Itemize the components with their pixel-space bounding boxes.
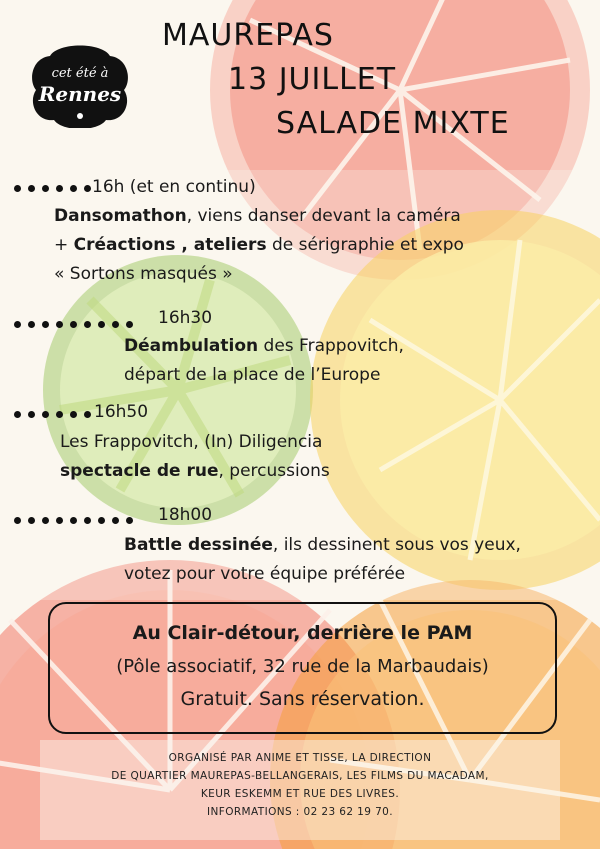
event-description: spectacle de rue, percussions bbox=[60, 461, 330, 481]
venue-name: Au Clair-détour, derrière le PAM bbox=[132, 622, 473, 644]
festival-logo bbox=[28, 44, 132, 128]
event-description: « Sortons masqués » bbox=[54, 264, 233, 284]
timeline-dots bbox=[14, 182, 91, 194]
timeline-dots bbox=[14, 318, 133, 330]
venue-info-box bbox=[48, 602, 557, 734]
admission-note: Gratuit. Sans réservation. bbox=[180, 688, 425, 710]
event-time: 16h30 bbox=[158, 308, 213, 328]
event-description: Déambulation des Frappovitch, bbox=[124, 336, 404, 356]
contact-info: INFORMATIONS : 02 23 62 19 70. bbox=[207, 806, 393, 818]
event-time: 18h00 bbox=[158, 505, 213, 525]
organizer-credits: KEUR ESKEMM ET RUE DES LIVRES. bbox=[200, 788, 400, 800]
event-description: + Créactions , ateliers de sérigraphie et expo bbox=[54, 235, 464, 255]
title-date: 13 JUILLET bbox=[228, 62, 397, 97]
organizer-credits: ORGANISÉ PAR ANIME ET TISSE, LA DIRECTION bbox=[168, 752, 432, 764]
venue-address: (Pôle associatif, 32 rue de la Marbaudais) bbox=[116, 656, 489, 677]
event-description: départ de la place de l’Europe bbox=[124, 365, 381, 385]
title-location: MAUREPAS bbox=[162, 18, 334, 53]
logo-text-top: cet été à bbox=[51, 66, 109, 81]
title-event: SALADE MIXTE bbox=[276, 106, 510, 141]
event-description: Dansomathon, viens danser devant la caméra bbox=[54, 206, 461, 226]
event-description: votez pour votre équipe préférée bbox=[124, 564, 406, 584]
event-description: Battle dessinée, ils dessinent sous vos yeux, bbox=[124, 535, 521, 555]
event-time: 16h (et en continu) bbox=[92, 177, 256, 197]
timeline-dots bbox=[14, 408, 91, 420]
organizer-credits: DE QUARTIER MAUREPAS-BELLANGERAIS, LES FILMS DU MACADAM, bbox=[111, 770, 489, 782]
logo-text-rennes: Rennes bbox=[38, 82, 122, 106]
event-time: 16h50 bbox=[94, 402, 149, 422]
event-description: Les Frappovitch, (In) Diligencia bbox=[60, 432, 323, 452]
timeline-dots bbox=[14, 514, 133, 526]
